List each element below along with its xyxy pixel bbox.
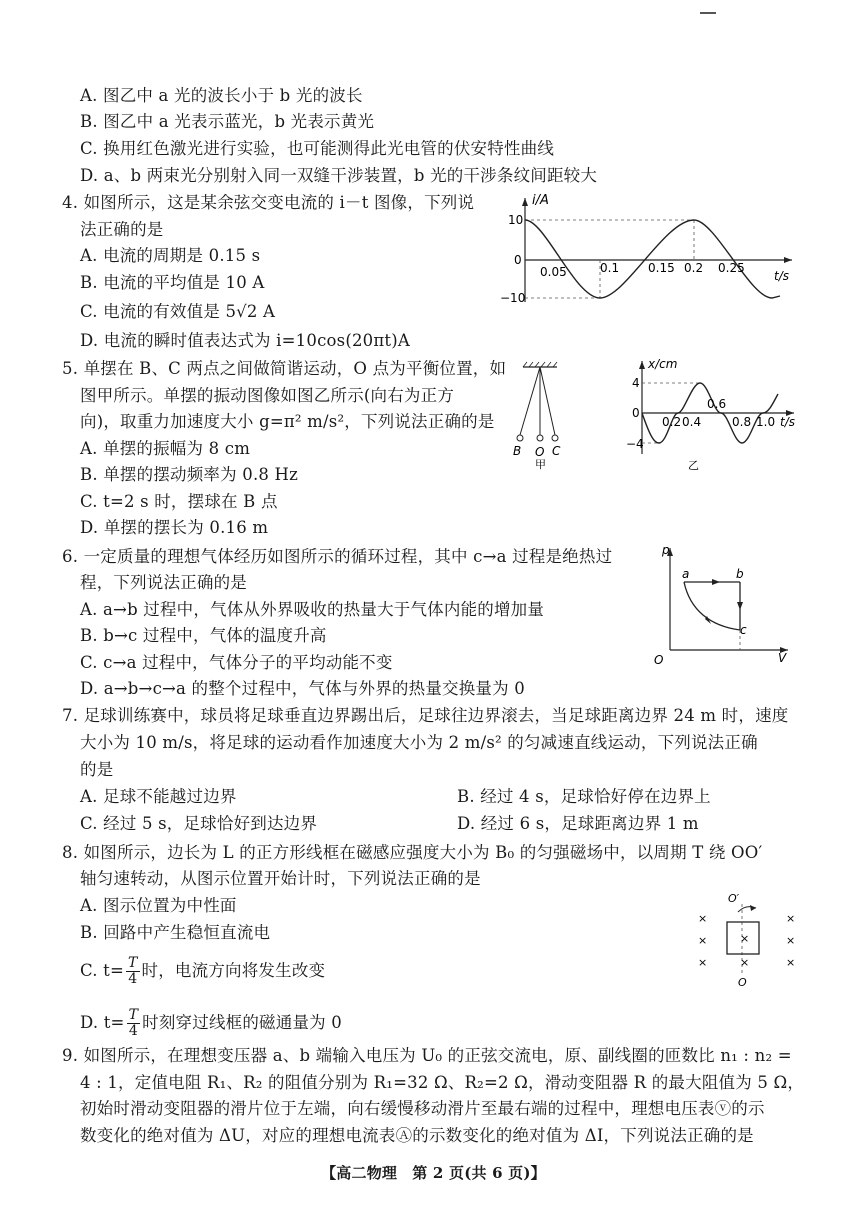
q5-option-d: D. 单摆的摆长为 0.16 m	[80, 518, 269, 537]
q5-option-b: B. 单摆的摆动频率为 0.8 Hz	[80, 465, 299, 484]
q6-origin: O	[654, 653, 664, 667]
q5-vibration-graph	[622, 356, 802, 476]
q5-stem-line3: 向)，取重力加速度大小 g=π² m/s²，下列说法正确的是	[80, 412, 495, 431]
q5-stem-line1: 5. 单摆在 B、C 两点之间做简谐运动，O 点为平衡位置，如	[62, 359, 507, 378]
q8-option-c-denominator: 4	[128, 971, 138, 987]
q5-tick-02: 0.2	[662, 415, 682, 429]
q4-option-d: D. 电流的瞬时值表达式为 i=10cos(20πt)A	[80, 331, 410, 350]
q3-option-a: A. 图乙中 a 光的波长小于 b 光的波长	[80, 86, 363, 105]
q3-option-b: B. 图乙中 a 光表示蓝光，b 光表示黄光	[80, 112, 375, 131]
q6-point-b: b	[736, 567, 744, 581]
q5-y-zero: 0	[632, 406, 640, 420]
q5-xlabel: t/s	[780, 415, 795, 429]
q7-option-c: C. 经过 5 s，足球恰好到达边界	[80, 814, 318, 833]
q4-y-zero: 0	[514, 253, 522, 267]
q7-option-a: A. 足球不能越过边界	[80, 787, 237, 806]
q5-tick-06: 0.6	[707, 397, 727, 411]
q8-option-d-suffix: 时刻穿过线框的磁通量为 0	[142, 1013, 342, 1032]
q6-point-a: a	[682, 567, 690, 581]
q3-option-d: D. a、b 两束光分别射入同一双缝干涉装置，b 光的干涉条纹间距较大	[80, 166, 598, 185]
q6-axis-p: p	[662, 543, 670, 557]
q6-option-d: D. a→b→c→a 的整个过程中，气体与外界的热量交换量为 0	[80, 679, 525, 698]
q6-option-b: B. b→c 过程中，气体的温度升高	[80, 626, 327, 645]
q8-option-b: B. 回路中产生稳恒直流电	[80, 923, 271, 942]
q5-label-b: B	[513, 444, 522, 458]
q7-stem-line3: 的是	[80, 760, 114, 779]
q9-stem-line1: 9. 如图所示，在理想变压器 a、b 端输入电压为 U₀ 的正弦交流电，原、副线圈的匝数比 n₁ : n₂ =	[62, 1046, 792, 1065]
q5-label-c: C	[552, 444, 561, 458]
q5-tick-04: 0.4	[682, 415, 702, 429]
q4-stem-line1: 4. 如图所示，这是某余弦交变电流的 i－t 图像，下列说	[62, 193, 475, 212]
q7-option-b: B. 经过 4 s，足球恰好停在边界上	[457, 787, 711, 806]
q8-field-mark: ×	[698, 912, 708, 925]
q8-field-mark: ×	[786, 934, 796, 947]
q5-option-c: C. t=2 s 时，摆球在 B 点	[80, 492, 278, 511]
q8-option-c-suffix: 时，电流方向将发生改变	[141, 961, 326, 980]
q6-point-c: c	[740, 623, 747, 637]
q6-stem-line1: 6. 一定质量的理想气体经历如图所示的循环过程，其中 c→a 过程是绝热过	[62, 547, 613, 566]
q9-stem-line2: 4 : 1，定值电阻 R₁、R₂ 的阻值分别为 R₁=32 Ω、R₂=2 Ω，滑动变阻器 R 的最大阻值为 5 Ω，	[80, 1073, 805, 1092]
q8-field-mark: ×	[698, 956, 708, 969]
q8-option-d-numerator: T	[128, 1007, 139, 1023]
q4-option-c: C. 电流的有效值是 5√2 A	[80, 302, 276, 321]
q5-caption-yi: 乙	[688, 459, 699, 472]
q6-pv-diagram	[650, 540, 800, 670]
q6-axis-v: V	[778, 651, 787, 665]
q5-pendulum-diagram	[505, 360, 575, 470]
q5-caption-jia: 甲	[535, 458, 546, 470]
q4-stem-line2: 法正确的是	[80, 220, 164, 239]
q9-stem-line3: 初始时滑动变阻器的滑片位于左端，向右缓慢移动滑片至最右端的过程中，理想电压表ⓥ的示	[80, 1099, 765, 1118]
q7-stem-line2: 大小为 10 m/s，将足球的运动看作加速度大小为 2 m/s² 的匀减速直线运动，下列说法正确	[80, 733, 758, 752]
q8-option-c-numerator: T	[127, 955, 138, 971]
q8-coil-in-field-diagram	[690, 890, 810, 990]
q8-field-mark: ×	[698, 934, 708, 947]
q4-tick-1: 0.1	[600, 261, 620, 275]
q4-xlabel: t/s	[774, 269, 789, 283]
q4-option-a: A. 电流的周期是 0.15 s	[80, 246, 261, 265]
q8-field-mark: ×	[740, 956, 750, 969]
q7-option-d: D. 经过 6 s，足球距离边界 1 m	[457, 814, 699, 833]
q5-stem-line2: 图甲所示。单摆的振动图像如图乙所示(向右为正方	[80, 386, 455, 405]
q8-axis-bottom-label: O	[738, 976, 747, 989]
q4-y-neg: −10	[500, 291, 526, 305]
q5-y-pos: 4	[632, 376, 640, 390]
q5-tick-08: 0.8	[732, 415, 752, 429]
q4-ylabel: i/A	[532, 193, 549, 208]
q8-stem-line2: 轴匀速转动，从图示位置开始计时，下列说法正确的是	[80, 869, 481, 888]
q5-ylabel: x/cm	[648, 357, 678, 371]
q4-tick-4: 0.25	[718, 261, 745, 275]
q6-option-a: A. a→b 过程中，气体从外界吸收的热量大于气体内能的增加量	[80, 600, 545, 619]
q4-tick-0: 0.05	[540, 265, 567, 279]
q5-tick-10: 1.0	[756, 415, 776, 429]
q8-option-c-prefix: C. t=	[80, 961, 124, 980]
q8-option-a: A. 图示位置为中性面	[80, 896, 237, 915]
q8-axis-top-label: O′	[728, 892, 740, 905]
q8-option-c-fraction	[126, 956, 140, 987]
q8-stem-line1: 8. 如图所示，边长为 L 的正方形线框在磁感应强度大小为 B₀ 的匀强磁场中，以周期 T 绕 OO′	[62, 843, 763, 862]
q8-option-d-fraction	[127, 1008, 141, 1039]
q5-y-neg: −4	[626, 437, 644, 451]
q5-label-o: O	[535, 445, 545, 459]
q7-stem-line1: 7. 足球训练赛中，球员将足球垂直边界踢出后，足球往边界滚去，当足球距离边界 24 m 时，速度	[62, 706, 789, 725]
q8-option-d	[80, 1008, 342, 1039]
scan-mark	[700, 12, 716, 14]
q4-current-graph	[500, 190, 800, 310]
q8-option-d-prefix: D. t=	[80, 1013, 125, 1032]
page-footer: 【高二物理 第 2 页(共 6 页)】	[321, 1164, 546, 1182]
q5-option-a: A. 单摆的振幅为 8 cm	[80, 439, 251, 458]
q6-stem-line2: 程，下列说法正确的是	[80, 573, 247, 592]
q3-option-c: C. 换用红色激光进行实验，也可能测得此光电管的伏安特性曲线	[80, 139, 555, 158]
q8-option-c	[80, 956, 325, 987]
q4-tick-3: 0.2	[684, 261, 704, 275]
q9-stem-line4: 数变化的绝对值为 ΔU，对应的理想电流表Ⓐ的示数变化的绝对值为 ΔI，下列说法正确的是	[80, 1126, 754, 1145]
q4-option-b: B. 电流的平均值是 10 A	[80, 273, 265, 292]
q4-y-pos: 10	[508, 213, 524, 227]
q6-option-c: C. c→a 过程中，气体分子的平均动能不变	[80, 653, 393, 672]
q8-field-mark: ×	[740, 932, 750, 945]
q8-field-mark: ×	[786, 956, 796, 969]
q8-option-d-denominator: 4	[128, 1023, 138, 1039]
q4-tick-2: 0.15	[648, 261, 675, 275]
q8-field-mark: ×	[786, 912, 796, 925]
